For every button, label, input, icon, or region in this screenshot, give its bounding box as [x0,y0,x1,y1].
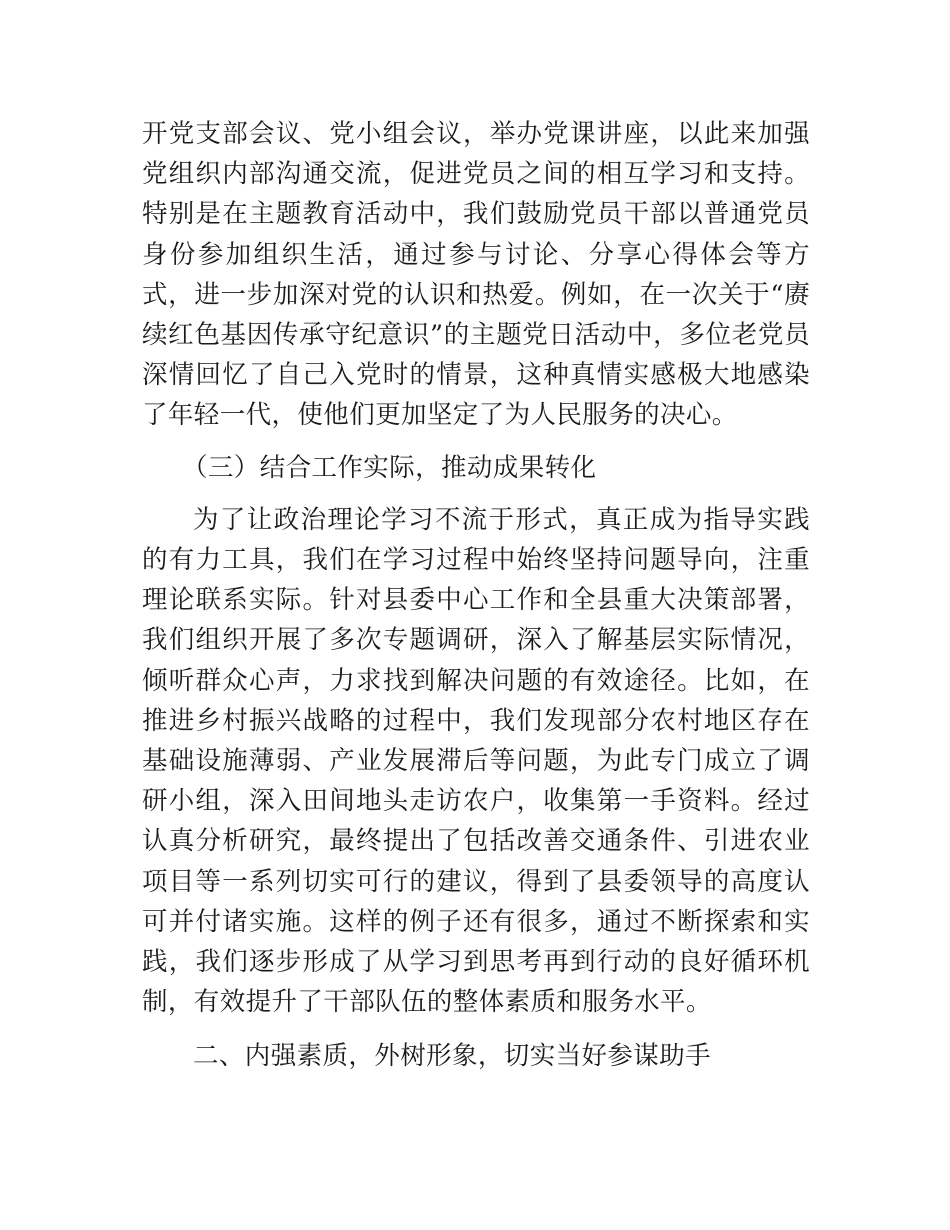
document-body [142,114,810,1077]
body-paragraph-results: 为了让政治理论学习不流于形式，真正成为指导实践的有力工具，我们在学习过程中始终坚持问题导向，注重理论联系实际。针对县委中心工作和全县重大决策部署，我们组织开展了多次专题调研，深入了解基层实际情况，倾听群众心声，力求找到解决问题的有效途径。比如，在推进乡村振兴战略的过程中，我们发现部分农村地区存在基础设施薄弱、产业发展滞后等问题，为此专门成立了调研小组，深入田间地头走访农户，收集第一手资料。经过认真分析研究，最终提出了包括改善交通条件、引进农业项目等一系列切实可行的建议，得到了县委领导的高度认可并付诸实施。这样的例子还有很多，通过不断探索和实践，我们逐步形成了从学习到思考再到行动的良好循环机制，有效提升了干部队伍的整体素质和服务水平。 [142,504,810,1018]
section-heading-two: 二、内强素质，外树形象，切实当好参谋助手 [193,1041,712,1072]
body-paragraph-continued: 开党支部会议、党小组会议，举办党课讲座，以此来加强党组织内部沟通交流，促进党员之间的相互学习和支持。特别是在主题教育活动中，我们鼓励党员干部以普通党员身份参加组织生活，通过参与讨论、分享心得体会等方式，进一步加深对党的认识和热爱。例如，在一次关于“赓续红色基因传承守纪意识”的主题党日活动中，多位老党员深情回忆了自己入党时的情景，这种真情实感极大地感染了年轻一代，使他们更加坚定了为人民服务的决心。 [142,119,810,431]
section-heading-three: （三）结合工作实际，推动成果转化 [182,452,597,483]
